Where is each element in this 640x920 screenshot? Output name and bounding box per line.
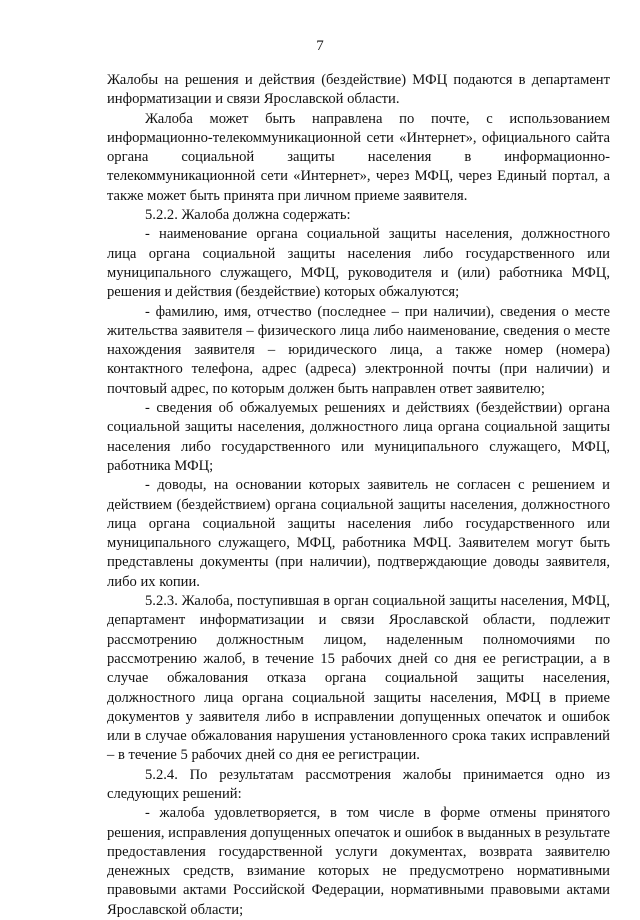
paragraph: Жалоба может быть направлена по почте, с использованием информационно-телекоммуникационной сети «Интернет», официального сайта органа социальной защиты населения в информационно-телекоммуникационной сети «Интернет», через МФЦ, через Единый портал, а также может быть принята при личном приеме заявителя. xyxy=(107,110,610,204)
page-number: 7 xyxy=(316,38,324,54)
list-item: - жалоба удовлетворяется, в том числе в форме отмены принятого решения, исправления допущенных опечаток и ошибок в выданных в результате предоставления государственной услуги документах, возврата заявителю денежных средств, взимание которых не предусмотрено нормативными правовыми актами Российской Федерации, нормативными правовыми актами Ярославской области; xyxy=(107,805,610,918)
list-item: - фамилию, имя, отчество (последнее – при наличии), сведения о месте жительства заявителя – физического лица либо наименование, сведения о месте нахождения заявителя – юридического лица, а также номер (номера) контактного телефона, адрес (адреса) электронной почты (при наличии) и почтовый адрес, по которым должен быть направлен ответ заявителю; xyxy=(107,303,610,397)
paragraph: Жалобы на решения и действия (бездействие) МФЦ подаются в департамент информатизации и связи Ярославской области. xyxy=(107,72,610,108)
document-body xyxy=(107,71,610,920)
paragraph: 5.2.3. Жалоба, поступившая в орган социальной защиты населения, МФЦ, департамент информатизации и связи Ярославской области, подлежит рассмотрению должностным лицом, наделенным полномочиями по рассмотрению жалоб, в течение 15 рабочих дней со дня ее регистрации, а в случае обжалования отказа органа социальной защиты населения, должностного лица органа социальной защиты населения, МФЦ в приеме документов у заявителя либо в исправлении допущенных опечаток и ошибок или в случае обжалования нарушения установленного срока таких исправлений – в течение 5 рабочих дней со дня ее регистрации. xyxy=(107,593,610,764)
paragraph: 5.2.4. По результатам рассмотрения жалобы принимается одно из следующих решений: xyxy=(107,766,610,802)
section-heading: 5.2.2. Жалоба должна содержать: xyxy=(145,207,351,224)
list-item: - сведения об обжалуемых решениях и действиях (бездействии) органа социальной защиты населения, должностного лица органа социальной защиты населения либо государственного или муниципального служащего, МФЦ, работника МФЦ; xyxy=(107,400,610,474)
list-item: - доводы, на основании которых заявитель не согласен с решением и действием (бездействием) органа социальной защиты населения, должностного лица органа социальной защиты населения либо государственного или муниципального служащего, МФЦ, работника МФЦ. Заявителем могут быть представлены документы (при наличии), подтверждающие доводы заявителя, либо их копии. xyxy=(107,477,610,590)
list-item: - наименование органа социальной защиты населения, должностного лица органа социальной защиты населения либо государственного или муниципального служащего, МФЦ, руководителя и (или) работника МФЦ, решения и действия (бездействие) которых обжалуются; xyxy=(107,226,610,301)
